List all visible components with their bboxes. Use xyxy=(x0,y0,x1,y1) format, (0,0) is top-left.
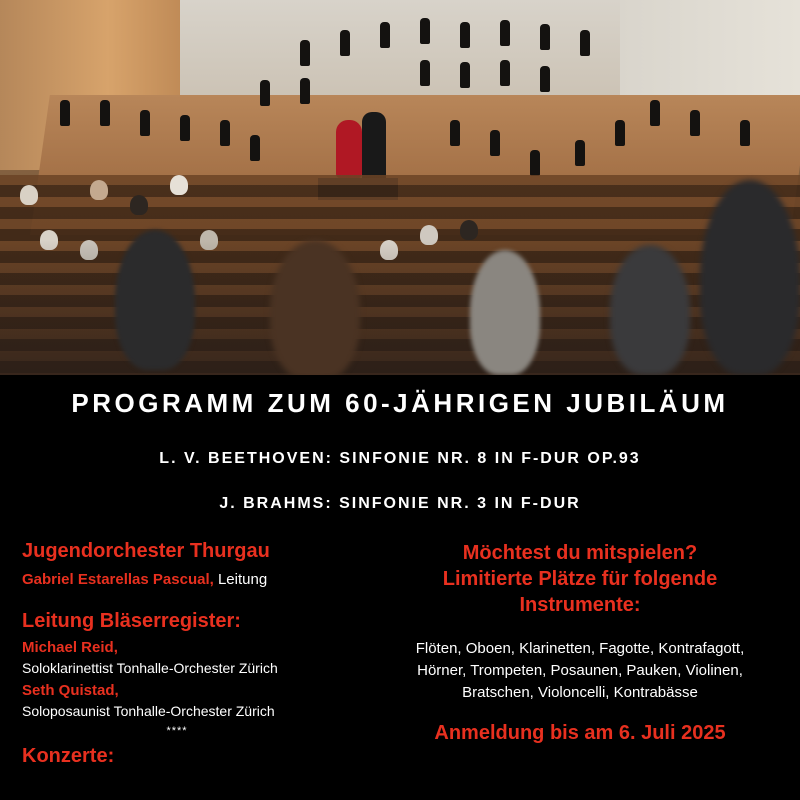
program-work-beethoven: L. V. BEETHOVEN: SINFONIE NR. 8 IN F-DUR OP.93 xyxy=(159,450,641,467)
photo-foreground-listener xyxy=(700,180,800,375)
photo-musician xyxy=(300,40,310,66)
director-role: Leitung xyxy=(217,571,268,588)
coach-name: Seth Quistad, xyxy=(22,682,119,699)
winds-heading: Leitung Bläserregister: xyxy=(22,610,241,632)
limited-places: Limitierte Plätze für folgende xyxy=(442,568,718,590)
photo-musician xyxy=(100,100,110,126)
separator-stars: **** xyxy=(166,725,188,737)
photo-musician xyxy=(690,110,700,136)
program-work-brahms: J. BRAHMS: SINFONIE NR. 3 IN F-DUR xyxy=(219,495,581,512)
orchestra-name: Jugendorchester Thurgau xyxy=(22,540,270,562)
instrument-line: Bratschen, Violoncelli, Kontrabässe xyxy=(462,684,698,701)
photo-musician xyxy=(420,18,430,44)
photo-musician xyxy=(490,130,500,156)
recruitment-info xyxy=(360,540,800,745)
orchestra-info xyxy=(22,540,382,768)
photo-foreground-listener xyxy=(115,230,195,370)
photo-audience-head xyxy=(460,220,478,240)
photo-musician xyxy=(740,120,750,146)
photo-musician xyxy=(380,22,390,48)
coach-title: Soloklarinettist Tonhalle-Orchester Zürich xyxy=(22,660,278,676)
instruments-label: Instrumente: xyxy=(519,594,641,616)
join-question: Möchtest du mitspielen? xyxy=(462,542,698,564)
coach-name: Michael Reid, xyxy=(22,639,118,656)
registration-deadline: Anmeldung bis am 6. Juli 2025 xyxy=(434,722,726,744)
photo-musician xyxy=(540,24,550,50)
photo-musician xyxy=(420,60,430,86)
photo-musician xyxy=(450,120,460,146)
photo-musician xyxy=(340,30,350,56)
instrument-line: Hörner, Trompeten, Posaunen, Pauken, Violinen, xyxy=(417,662,743,679)
photo-musician xyxy=(180,115,190,141)
photo-musician xyxy=(460,22,470,48)
photo-foreground-listener xyxy=(470,250,540,375)
photo-musician xyxy=(300,78,310,104)
photo-musician xyxy=(140,110,150,136)
photo-foreground-listener xyxy=(270,240,360,375)
photo-musician xyxy=(530,150,540,176)
photo-audience-head xyxy=(90,180,108,200)
photo-audience-head xyxy=(20,185,38,205)
photo-musician xyxy=(500,60,510,86)
photo-musician xyxy=(250,135,260,161)
photo-audience-head xyxy=(170,175,188,195)
photo-musician xyxy=(60,100,70,126)
photo-musician xyxy=(615,120,625,146)
photo-musician xyxy=(260,80,270,106)
photo-audience-head xyxy=(130,195,148,215)
photo-musician xyxy=(220,120,230,146)
photo-musician xyxy=(650,100,660,126)
photo-musician xyxy=(540,66,550,92)
instrument-list xyxy=(360,638,800,704)
instrument-line: Flöten, Oboen, Klarinetten, Fagotte, Kontrafagott, xyxy=(415,640,745,657)
orchestra-concert-photo xyxy=(0,0,800,375)
photo-musician xyxy=(460,62,470,88)
photo-musician xyxy=(500,20,510,46)
photo-musician xyxy=(575,140,585,166)
director-name: Gabriel Estarellas Pascual, xyxy=(22,571,214,588)
coach-title: Soloposaunist Tonhalle-Orchester Zürich xyxy=(22,703,275,719)
concerts-heading: Konzerte: xyxy=(22,745,115,767)
photo-soloist xyxy=(336,120,362,178)
photo-foreground-listener xyxy=(610,245,690,375)
page-title: PROGRAMM ZUM 60-JÄHRIGEN JUBILÄUM xyxy=(71,388,729,418)
photo-musician xyxy=(580,30,590,56)
director-line xyxy=(22,571,382,588)
